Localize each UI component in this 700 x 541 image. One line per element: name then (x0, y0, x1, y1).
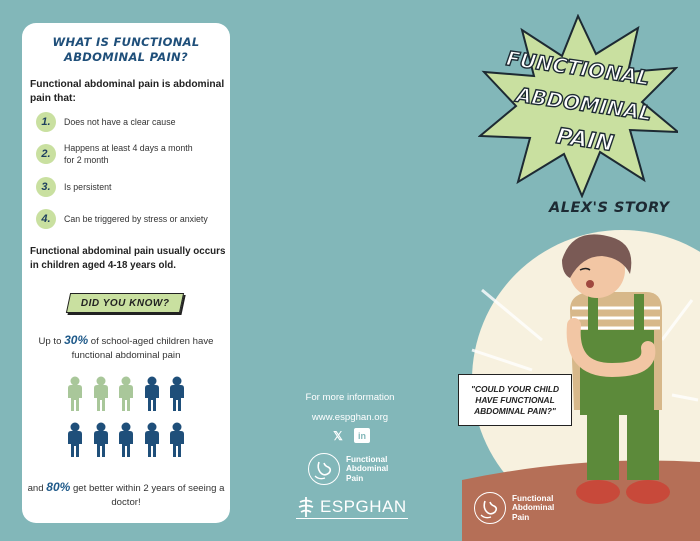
stomach-logo-icon (474, 492, 506, 524)
x-icon[interactable]: 𝕏 (333, 428, 343, 443)
person-icon (92, 422, 110, 458)
espghan-underline (296, 518, 408, 519)
social-links (330, 428, 370, 443)
espghan-logo (296, 494, 408, 520)
person-icon (117, 376, 135, 412)
did-you-know-label: DID YOU KNOW? (80, 297, 170, 309)
logo-text: Functional Abdominal Pain (346, 454, 389, 483)
person-icon (168, 376, 186, 412)
logo-text: Functional Abdominal Pain (512, 493, 555, 522)
stat-thirty-percent (26, 334, 226, 362)
person-icon (143, 376, 161, 412)
stat-text: and (27, 483, 47, 494)
intro-text: Functional abdominal pain is abdominal pain that: (30, 79, 225, 104)
card-title: WHAT IS FUNCTIONAL ABDOMINAL PAIN? (52, 35, 200, 64)
person-icon (143, 422, 161, 458)
espghan-name: ESPGHAN (320, 497, 407, 516)
website-link[interactable]: www.espghan.org (311, 412, 389, 423)
stat-text: of school-aged children have functional abdominal pain (71, 336, 214, 361)
people-row-bottom (66, 422, 186, 458)
quote-box (458, 374, 572, 426)
people-row-top (66, 376, 186, 412)
title-line-3: PAIN (554, 124, 616, 157)
number-badge: 1. (36, 112, 56, 132)
person-icon (92, 376, 110, 412)
number-badge: 3. (36, 177, 56, 197)
list-item (36, 177, 226, 197)
more-info-label: For more information (305, 392, 395, 403)
person-icon (117, 422, 135, 458)
title-line-2: ABDOMINAL (514, 82, 654, 126)
list-item-text: Does not have a clear cause (64, 117, 176, 127)
did-you-know-banner (66, 293, 184, 313)
person-icon (168, 422, 186, 458)
stat-text: Up to (38, 336, 65, 347)
person-icon (66, 422, 84, 458)
info-card (22, 23, 230, 523)
stat-eighty-percent (26, 481, 226, 509)
list-item (36, 142, 196, 166)
number-badge: 4. (36, 209, 56, 229)
list-item-text: Can be triggered by stress or anxiety (64, 214, 208, 224)
fap-logo-footer (474, 490, 594, 526)
story-subtitle: ALEX'S STORY (549, 200, 670, 216)
fap-logo (308, 451, 408, 487)
espghan-emblem-icon (296, 496, 316, 518)
linkedin-icon[interactable]: in (354, 428, 370, 443)
list-item-text: Is persistent (64, 182, 112, 192)
title-line-1: FUNCTIONAL (504, 46, 652, 90)
stat-highlight: 30% (64, 333, 89, 347)
age-range-text: Functional abdominal pain usually occurs in children aged 4-18 years old. (30, 246, 226, 271)
number-badge: 2. (36, 144, 56, 164)
quote-text: "COULD YOUR CHILD HAVE FUNCTIONAL ABDOMINAL PAIN?" (470, 383, 560, 416)
list-item (36, 112, 226, 132)
list-item-text: Happens at least 4 days a month for 2 month (64, 143, 193, 165)
stat-highlight: 80% (46, 480, 71, 494)
stat-text: get better within 2 years of seeing a doctor! (70, 483, 225, 508)
stomach-logo-icon (308, 453, 340, 485)
person-icon (66, 376, 84, 412)
list-item (36, 209, 226, 229)
